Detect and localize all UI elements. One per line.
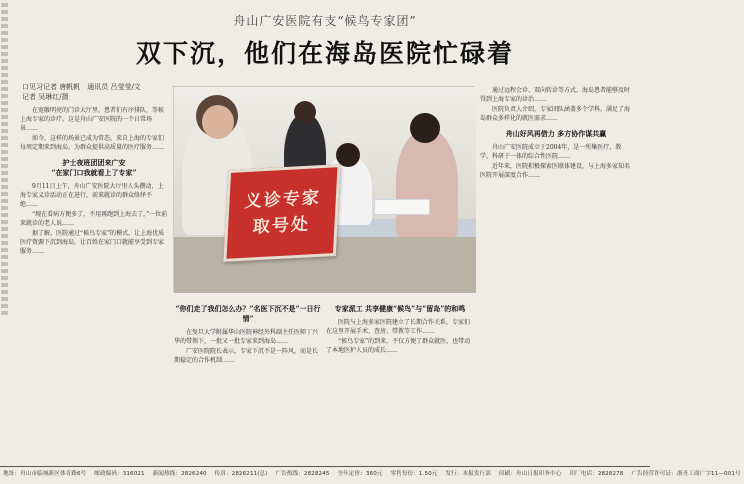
- footer-fax: 传真：2826211(总): [214, 471, 268, 477]
- photo-papers: [374, 199, 430, 215]
- footer: [0, 469, 741, 481]
- previous-column-edge: [0, 0, 10, 470]
- footer-retail-price: 零售每份：1.50元: [390, 471, 438, 477]
- column-c-subhead: 专家派工 共享健康“候鸟”与“留岛”的和鸣: [334, 304, 466, 313]
- photo-person-head: [294, 101, 316, 123]
- column-b-paragraph: 广安医院院长表示，专家下沉不是一阵风，而是长期稳定的合作机制……: [174, 348, 319, 364]
- clinic-sign-line1: 义诊专家: [244, 188, 322, 212]
- clinic-sign: [223, 164, 340, 262]
- column-d: [480, 86, 632, 460]
- column-a-subhead: [20, 158, 168, 178]
- footer-address: 地址：舟山市临城新区体育路6号: [3, 471, 87, 477]
- column-c-paragraph: 医院与上海多家医院建立了长期合作关系，专家们在这里开展手术、查房、带教等工作……: [326, 319, 471, 335]
- footer-rule: [0, 466, 650, 467]
- photo-person-head: [410, 113, 440, 143]
- article-kicker: 舟山广安医院有支“候鸟专家团”: [233, 14, 417, 28]
- column-a-paragraph: 如今，这样的场景已成为常态，来自上海的专家们每周定期来到海岛，为群众提供高质量的医疗服务……: [20, 135, 165, 151]
- column-d-paragraph: 近年来，医院积极探索医联体建设，与上海多家知名医院开展深度合作……: [480, 163, 631, 179]
- column-b-subhead: “你们走了我们怎么办？”名医下沉不是“一日行情”: [175, 304, 321, 323]
- column-d-paragraph: 通过远程会诊、双向转诊等方式，海岛患者能够及时得到上海专家的诊治……: [480, 87, 631, 103]
- byline-photographer: 记者 吴琳红/摄: [22, 93, 69, 101]
- clinic-sign-line2: 取号处: [252, 214, 311, 238]
- footer-print-phone: 印厂电话：2828278: [569, 471, 624, 477]
- footer-distribution: 发行：本报发行部: [445, 471, 491, 477]
- column-b-paragraph: 在复旦大学附属华山医院神经外科副主任医师丁兴华的带领下，一批又一批专家来到海岛……: [174, 329, 319, 345]
- article-headline: 双下沉，他们在海岛医院忙碌着: [135, 39, 514, 68]
- column-c-paragraph: “候鸟专家”的到来，不仅方便了群众就医，也带动了本地医护人员的成长……: [326, 338, 471, 354]
- column-c: [326, 298, 474, 460]
- byline-reporter: 口见习记者 唐帆帆 通讯员 吕莹莹/文: [22, 83, 141, 91]
- footer-annual-price: 全年定价：360元: [337, 471, 383, 477]
- footer-news-hotline: 新闻热线：2826240: [152, 471, 207, 477]
- column-d-paragraph: 舟山广安医院成立于2004年，是一所集医疗、教学、科研于一体的综合性医院……: [480, 144, 622, 160]
- footer-printing: 印刷：舟山日报印务中心: [498, 471, 562, 477]
- column-a-paragraph: “现在看病方便多了，不用再跑到上海去了。”一位前来就诊的老人说……: [20, 211, 168, 227]
- footer-postcode: 邮政编码：316021: [94, 471, 145, 477]
- column-a-subhead-line2: “在家门口我就看上了专家”: [51, 168, 137, 177]
- column-a: [20, 106, 168, 460]
- photo-person: [396, 129, 458, 239]
- column-a-paragraph: 在宽敞明亮的门诊大厅里，患者们有序排队，等候上海专家的诊疗。这是舟山广安医院的一个日常场景……: [20, 107, 165, 132]
- column-d-subhead: 舟山好风再借力 多方协作谋共赢: [505, 129, 607, 138]
- byline: [22, 82, 172, 102]
- column-a-subhead-line1: 护士夜班团团来广安: [62, 158, 126, 167]
- footer-ad-license: 广告经营许可证：浙舟工商广字11—001号: [631, 471, 741, 477]
- news-photo: [173, 86, 475, 292]
- column-a-paragraph: 据了解，医院通过“候鸟专家”的模式，让上海优质医疗资源下沉到海岛，让百姓在家门口就能享受到专家服务……: [20, 230, 165, 255]
- column-a-paragraph: 9月11日上午，舟山广安医院大厅里人头攒动，上海专家义诊活动正在进行，前来就诊的群众络绎不绝……: [20, 183, 164, 208]
- column-b: [174, 298, 322, 460]
- footer-ad-hotline: 广告热线：2828245: [275, 471, 330, 477]
- photo-doctor-face: [202, 105, 234, 139]
- column-d-paragraph: 医院负责人介绍，专家团队涵盖多个学科，满足了海岛群众多样化的就医需求……: [480, 106, 631, 122]
